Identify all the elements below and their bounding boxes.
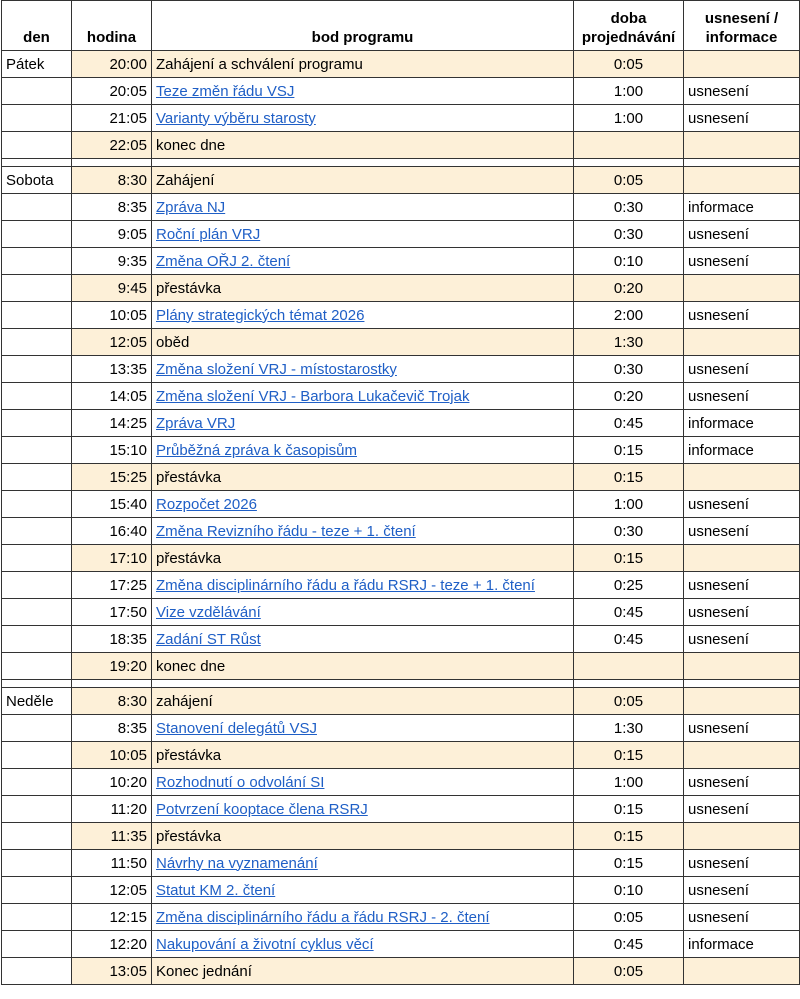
duration-cell: 0:05: [574, 167, 684, 194]
agenda-item-link[interactable]: Rozpočet 2026: [156, 495, 257, 513]
type-cell: usnesení: [684, 248, 800, 275]
item-cell: [152, 437, 574, 464]
table-row: [2, 329, 800, 356]
item-cell: [152, 221, 574, 248]
agenda-item-link[interactable]: Teze změn řádu VSJ: [156, 82, 295, 100]
time-cell: 14:05: [72, 383, 152, 410]
type-cell: usnesení: [684, 78, 800, 105]
spacer-cell: [2, 680, 72, 688]
type-cell: [684, 329, 800, 356]
day-cell: Neděle: [2, 688, 72, 715]
agenda-item-link[interactable]: Roční plán VRJ: [156, 225, 261, 243]
item-cell: [152, 410, 574, 437]
type-cell: [684, 653, 800, 680]
agenda-item-link[interactable]: Potvrzení kooptace člena RSRJ: [156, 800, 368, 818]
duration-cell: 1:30: [574, 715, 684, 742]
time-cell: 11:50: [72, 850, 152, 877]
table-row: [2, 194, 800, 221]
duration-cell: [574, 653, 684, 680]
duration-cell: 0:30: [574, 221, 684, 248]
table-row: [2, 572, 800, 599]
spacer-cell: [2, 159, 72, 167]
time-cell: 10:05: [72, 742, 152, 769]
duration-cell: 0:30: [574, 356, 684, 383]
item-cell: [152, 823, 574, 850]
table-row: [2, 105, 800, 132]
day-cell: [2, 437, 72, 464]
day-cell: [2, 545, 72, 572]
table-row: [2, 653, 800, 680]
table-row: [2, 958, 800, 985]
type-cell: usnesení: [684, 105, 800, 132]
table-row: [2, 167, 800, 194]
table-row: [2, 904, 800, 931]
day-cell: [2, 653, 72, 680]
table-row: [2, 78, 800, 105]
spacer-cell: [72, 159, 152, 167]
agenda-item-text: oběd: [156, 333, 190, 351]
agenda-item-link[interactable]: Změna složení VRJ - Barbora Lukačevič Trojak: [156, 387, 470, 405]
spacer-cell: [152, 159, 574, 167]
table-row: [2, 356, 800, 383]
item-cell: [152, 248, 574, 275]
agenda-item-link[interactable]: Nakupování a životní cyklus věcí: [156, 935, 374, 953]
item-cell: [152, 877, 574, 904]
type-cell: usnesení: [684, 221, 800, 248]
time-cell: 15:40: [72, 491, 152, 518]
time-cell: 11:35: [72, 823, 152, 850]
table-row: [2, 248, 800, 275]
item-cell: [152, 464, 574, 491]
duration-cell: [574, 132, 684, 159]
day-cell: [2, 464, 72, 491]
agenda-item-link[interactable]: Varianty výběru starosty: [156, 109, 316, 127]
type-cell: [684, 132, 800, 159]
agenda-item-link[interactable]: Zpráva NJ: [156, 198, 226, 216]
item-cell: [152, 302, 574, 329]
day-cell: [2, 742, 72, 769]
spacer-cell: [684, 159, 800, 167]
time-cell: 13:05: [72, 958, 152, 985]
day-cell: [2, 877, 72, 904]
agenda-item-link[interactable]: Změna disciplinárního řádu a řádu RSRJ - teze + 1. čtení: [156, 576, 535, 594]
item-cell: [152, 105, 574, 132]
time-cell: 16:40: [72, 518, 152, 545]
agenda-item-text: přestávka: [156, 746, 222, 764]
time-cell: 14:25: [72, 410, 152, 437]
item-cell: [152, 904, 574, 931]
day-cell: [2, 329, 72, 356]
time-cell: 9:35: [72, 248, 152, 275]
day-cell: [2, 769, 72, 796]
agenda-item-link[interactable]: Návrhy na vyznamenání: [156, 854, 318, 872]
type-cell: usnesení: [684, 383, 800, 410]
duration-cell: 0:15: [574, 742, 684, 769]
item-cell: [152, 715, 574, 742]
item-cell: [152, 518, 574, 545]
agenda-item-link[interactable]: Změna složení VRJ - místostarostky: [156, 360, 397, 378]
duration-cell: 0:05: [574, 958, 684, 985]
table-row: [2, 823, 800, 850]
agenda-item-text: přestávka: [156, 279, 222, 297]
type-cell: informace: [684, 437, 800, 464]
item-cell: [152, 383, 574, 410]
time-cell: 18:35: [72, 626, 152, 653]
item-cell: [152, 688, 574, 715]
type-cell: usnesení: [684, 626, 800, 653]
day-cell: [2, 194, 72, 221]
time-cell: 20:00: [72, 51, 152, 78]
time-cell: 13:35: [72, 356, 152, 383]
time-cell: 12:05: [72, 877, 152, 904]
type-cell: [684, 464, 800, 491]
agenda-item-text: zahájení: [156, 692, 213, 710]
type-cell: informace: [684, 194, 800, 221]
type-cell: usnesení: [684, 877, 800, 904]
type-cell: informace: [684, 931, 800, 958]
duration-cell: 0:10: [574, 248, 684, 275]
day-cell: [2, 796, 72, 823]
item-cell: [152, 132, 574, 159]
table-row: [2, 464, 800, 491]
header-duration: [574, 1, 684, 51]
agenda-item-text: konec dne: [156, 136, 226, 154]
agenda-item-link[interactable]: Rozhodnutí o odvolání SI: [156, 773, 325, 791]
table-row: [2, 850, 800, 877]
duration-cell: 0:15: [574, 545, 684, 572]
agenda-item-link[interactable]: Stanovení delegátů VSJ: [156, 719, 317, 737]
table-row: [2, 715, 800, 742]
spacer-cell: [152, 680, 574, 688]
duration-cell: 0:10: [574, 877, 684, 904]
table-row: [2, 437, 800, 464]
day-cell: [2, 850, 72, 877]
time-cell: 12:20: [72, 931, 152, 958]
type-cell: [684, 51, 800, 78]
header-time: hodina: [72, 1, 152, 51]
duration-cell: 0:15: [574, 850, 684, 877]
type-cell: usnesení: [684, 356, 800, 383]
day-cell: [2, 599, 72, 626]
item-cell: [152, 626, 574, 653]
duration-cell: 0:20: [574, 275, 684, 302]
duration-cell: 0:25: [574, 572, 684, 599]
agenda-item-link[interactable]: Statut KM 2. čtení: [156, 881, 276, 899]
time-cell: 12:15: [72, 904, 152, 931]
time-cell: 9:05: [72, 221, 152, 248]
item-cell: [152, 931, 574, 958]
day-cell: [2, 410, 72, 437]
spacer-cell: [574, 680, 684, 688]
type-cell: [684, 688, 800, 715]
agenda-item-text: přestávka: [156, 827, 222, 845]
duration-cell: 0:20: [574, 383, 684, 410]
time-cell: 19:20: [72, 653, 152, 680]
duration-cell: 1:00: [574, 105, 684, 132]
item-cell: [152, 356, 574, 383]
day-cell: [2, 572, 72, 599]
type-cell: usnesení: [684, 599, 800, 626]
header-duration-line2: projednávání: [581, 29, 676, 46]
agenda-item-text: Konec jednání: [156, 962, 252, 980]
agenda-item-link[interactable]: Změna disciplinárního řádu a řádu RSRJ - 2. čtení: [156, 908, 490, 926]
duration-cell: 2:00: [574, 302, 684, 329]
agenda-item-link[interactable]: Zadání ST Růst: [156, 630, 261, 648]
type-cell: usnesení: [684, 715, 800, 742]
table-row: [2, 931, 800, 958]
header-row: [2, 1, 800, 51]
duration-cell: 0:05: [574, 51, 684, 78]
type-cell: [684, 742, 800, 769]
agenda-item-link[interactable]: Změna Revizního řádu - teze + 1. čtení: [156, 522, 416, 540]
item-cell: [152, 850, 574, 877]
time-cell: 21:05: [72, 105, 152, 132]
day-cell: [2, 302, 72, 329]
item-cell: [152, 275, 574, 302]
day-cell: [2, 931, 72, 958]
type-cell: [684, 167, 800, 194]
day-cell: [2, 904, 72, 931]
duration-cell: 0:05: [574, 688, 684, 715]
day-cell: [2, 715, 72, 742]
duration-cell: 0:15: [574, 437, 684, 464]
agenda-item-link[interactable]: Zpráva VRJ: [156, 414, 236, 432]
table-row: [2, 769, 800, 796]
item-cell: [152, 194, 574, 221]
table-row: [2, 688, 800, 715]
item-cell: [152, 599, 574, 626]
day-cell: [2, 626, 72, 653]
agenda-table: [1, 0, 800, 985]
item-cell: [152, 796, 574, 823]
header-duration-line1: doba: [610, 10, 647, 27]
agenda-item-text: Zahájení: [156, 171, 215, 189]
time-cell: 17:10: [72, 545, 152, 572]
duration-cell: 0:15: [574, 796, 684, 823]
time-cell: 8:35: [72, 715, 152, 742]
table-row: [2, 545, 800, 572]
spacer-row: [2, 680, 800, 688]
type-cell: usnesení: [684, 796, 800, 823]
type-cell: usnesení: [684, 572, 800, 599]
header-item: bod programu: [152, 1, 574, 51]
type-cell: [684, 958, 800, 985]
item-cell: [152, 51, 574, 78]
duration-cell: 0:30: [574, 194, 684, 221]
day-cell: [2, 248, 72, 275]
time-cell: 12:05: [72, 329, 152, 356]
duration-cell: 0:45: [574, 410, 684, 437]
header-type-line2: informace: [705, 29, 778, 46]
item-cell: [152, 78, 574, 105]
header-type: [684, 1, 800, 51]
agenda-item-text: přestávka: [156, 549, 222, 567]
type-cell: usnesení: [684, 491, 800, 518]
agenda-item-link[interactable]: Plány strategických témat 2026: [156, 306, 365, 324]
day-cell: [2, 78, 72, 105]
type-cell: usnesení: [684, 850, 800, 877]
day-cell: [2, 518, 72, 545]
table-row: [2, 383, 800, 410]
time-cell: 8:30: [72, 167, 152, 194]
table-row: [2, 518, 800, 545]
table-row: [2, 51, 800, 78]
time-cell: 8:30: [72, 688, 152, 715]
item-cell: [152, 329, 574, 356]
agenda-item-link[interactable]: Průběžná zpráva k časopisům: [156, 441, 357, 459]
agenda-item-link[interactable]: Vize vzdělávání: [156, 603, 261, 621]
day-cell: [2, 221, 72, 248]
table-row: [2, 491, 800, 518]
agenda-item-text: konec dne: [156, 657, 226, 675]
time-cell: 15:10: [72, 437, 152, 464]
table-row: [2, 132, 800, 159]
table-row: [2, 302, 800, 329]
item-cell: [152, 653, 574, 680]
item-cell: [152, 167, 574, 194]
item-cell: [152, 572, 574, 599]
spacer-cell: [684, 680, 800, 688]
header-type-line1: usnesení /: [704, 10, 779, 27]
agenda-body: [2, 51, 800, 985]
duration-cell: 1:30: [574, 329, 684, 356]
day-cell: [2, 275, 72, 302]
duration-cell: 0:45: [574, 626, 684, 653]
table-row: [2, 626, 800, 653]
time-cell: 10:05: [72, 302, 152, 329]
duration-cell: 0:45: [574, 931, 684, 958]
day-cell: Pátek: [2, 51, 72, 78]
time-cell: 9:45: [72, 275, 152, 302]
item-cell: [152, 742, 574, 769]
duration-cell: 0:15: [574, 823, 684, 850]
spacer-row: [2, 159, 800, 167]
time-cell: 20:05: [72, 78, 152, 105]
duration-cell: 0:05: [574, 904, 684, 931]
day-cell: [2, 491, 72, 518]
item-cell: [152, 491, 574, 518]
duration-cell: 1:00: [574, 491, 684, 518]
day-cell: [2, 132, 72, 159]
time-cell: 8:35: [72, 194, 152, 221]
agenda-item-link[interactable]: Změna OŘJ 2. čtení: [156, 252, 291, 270]
time-cell: 10:20: [72, 769, 152, 796]
type-cell: usnesení: [684, 769, 800, 796]
item-cell: [152, 545, 574, 572]
time-cell: 11:20: [72, 796, 152, 823]
type-cell: [684, 275, 800, 302]
day-cell: [2, 356, 72, 383]
duration-cell: 0:45: [574, 599, 684, 626]
type-cell: usnesení: [684, 518, 800, 545]
table-row: [2, 877, 800, 904]
type-cell: [684, 545, 800, 572]
table-row: [2, 796, 800, 823]
duration-cell: 1:00: [574, 78, 684, 105]
agenda-item-text: přestávka: [156, 468, 222, 486]
table-row: [2, 221, 800, 248]
duration-cell: 1:00: [574, 769, 684, 796]
table-row: [2, 410, 800, 437]
item-cell: [152, 958, 574, 985]
day-cell: [2, 958, 72, 985]
day-cell: [2, 383, 72, 410]
header-day: den: [2, 1, 72, 51]
table-row: [2, 599, 800, 626]
type-cell: usnesení: [684, 302, 800, 329]
time-cell: 17:25: [72, 572, 152, 599]
item-cell: [152, 769, 574, 796]
type-cell: [684, 823, 800, 850]
type-cell: usnesení: [684, 904, 800, 931]
time-cell: 22:05: [72, 132, 152, 159]
duration-cell: 0:30: [574, 518, 684, 545]
table-row: [2, 742, 800, 769]
agenda-item-text: Zahájení a schválení programu: [156, 55, 363, 73]
duration-cell: 0:15: [574, 464, 684, 491]
table-row: [2, 275, 800, 302]
spacer-cell: [574, 159, 684, 167]
day-cell: [2, 105, 72, 132]
time-cell: 17:50: [72, 599, 152, 626]
day-cell: Sobota: [2, 167, 72, 194]
spacer-cell: [72, 680, 152, 688]
type-cell: informace: [684, 410, 800, 437]
time-cell: 15:25: [72, 464, 152, 491]
day-cell: [2, 823, 72, 850]
